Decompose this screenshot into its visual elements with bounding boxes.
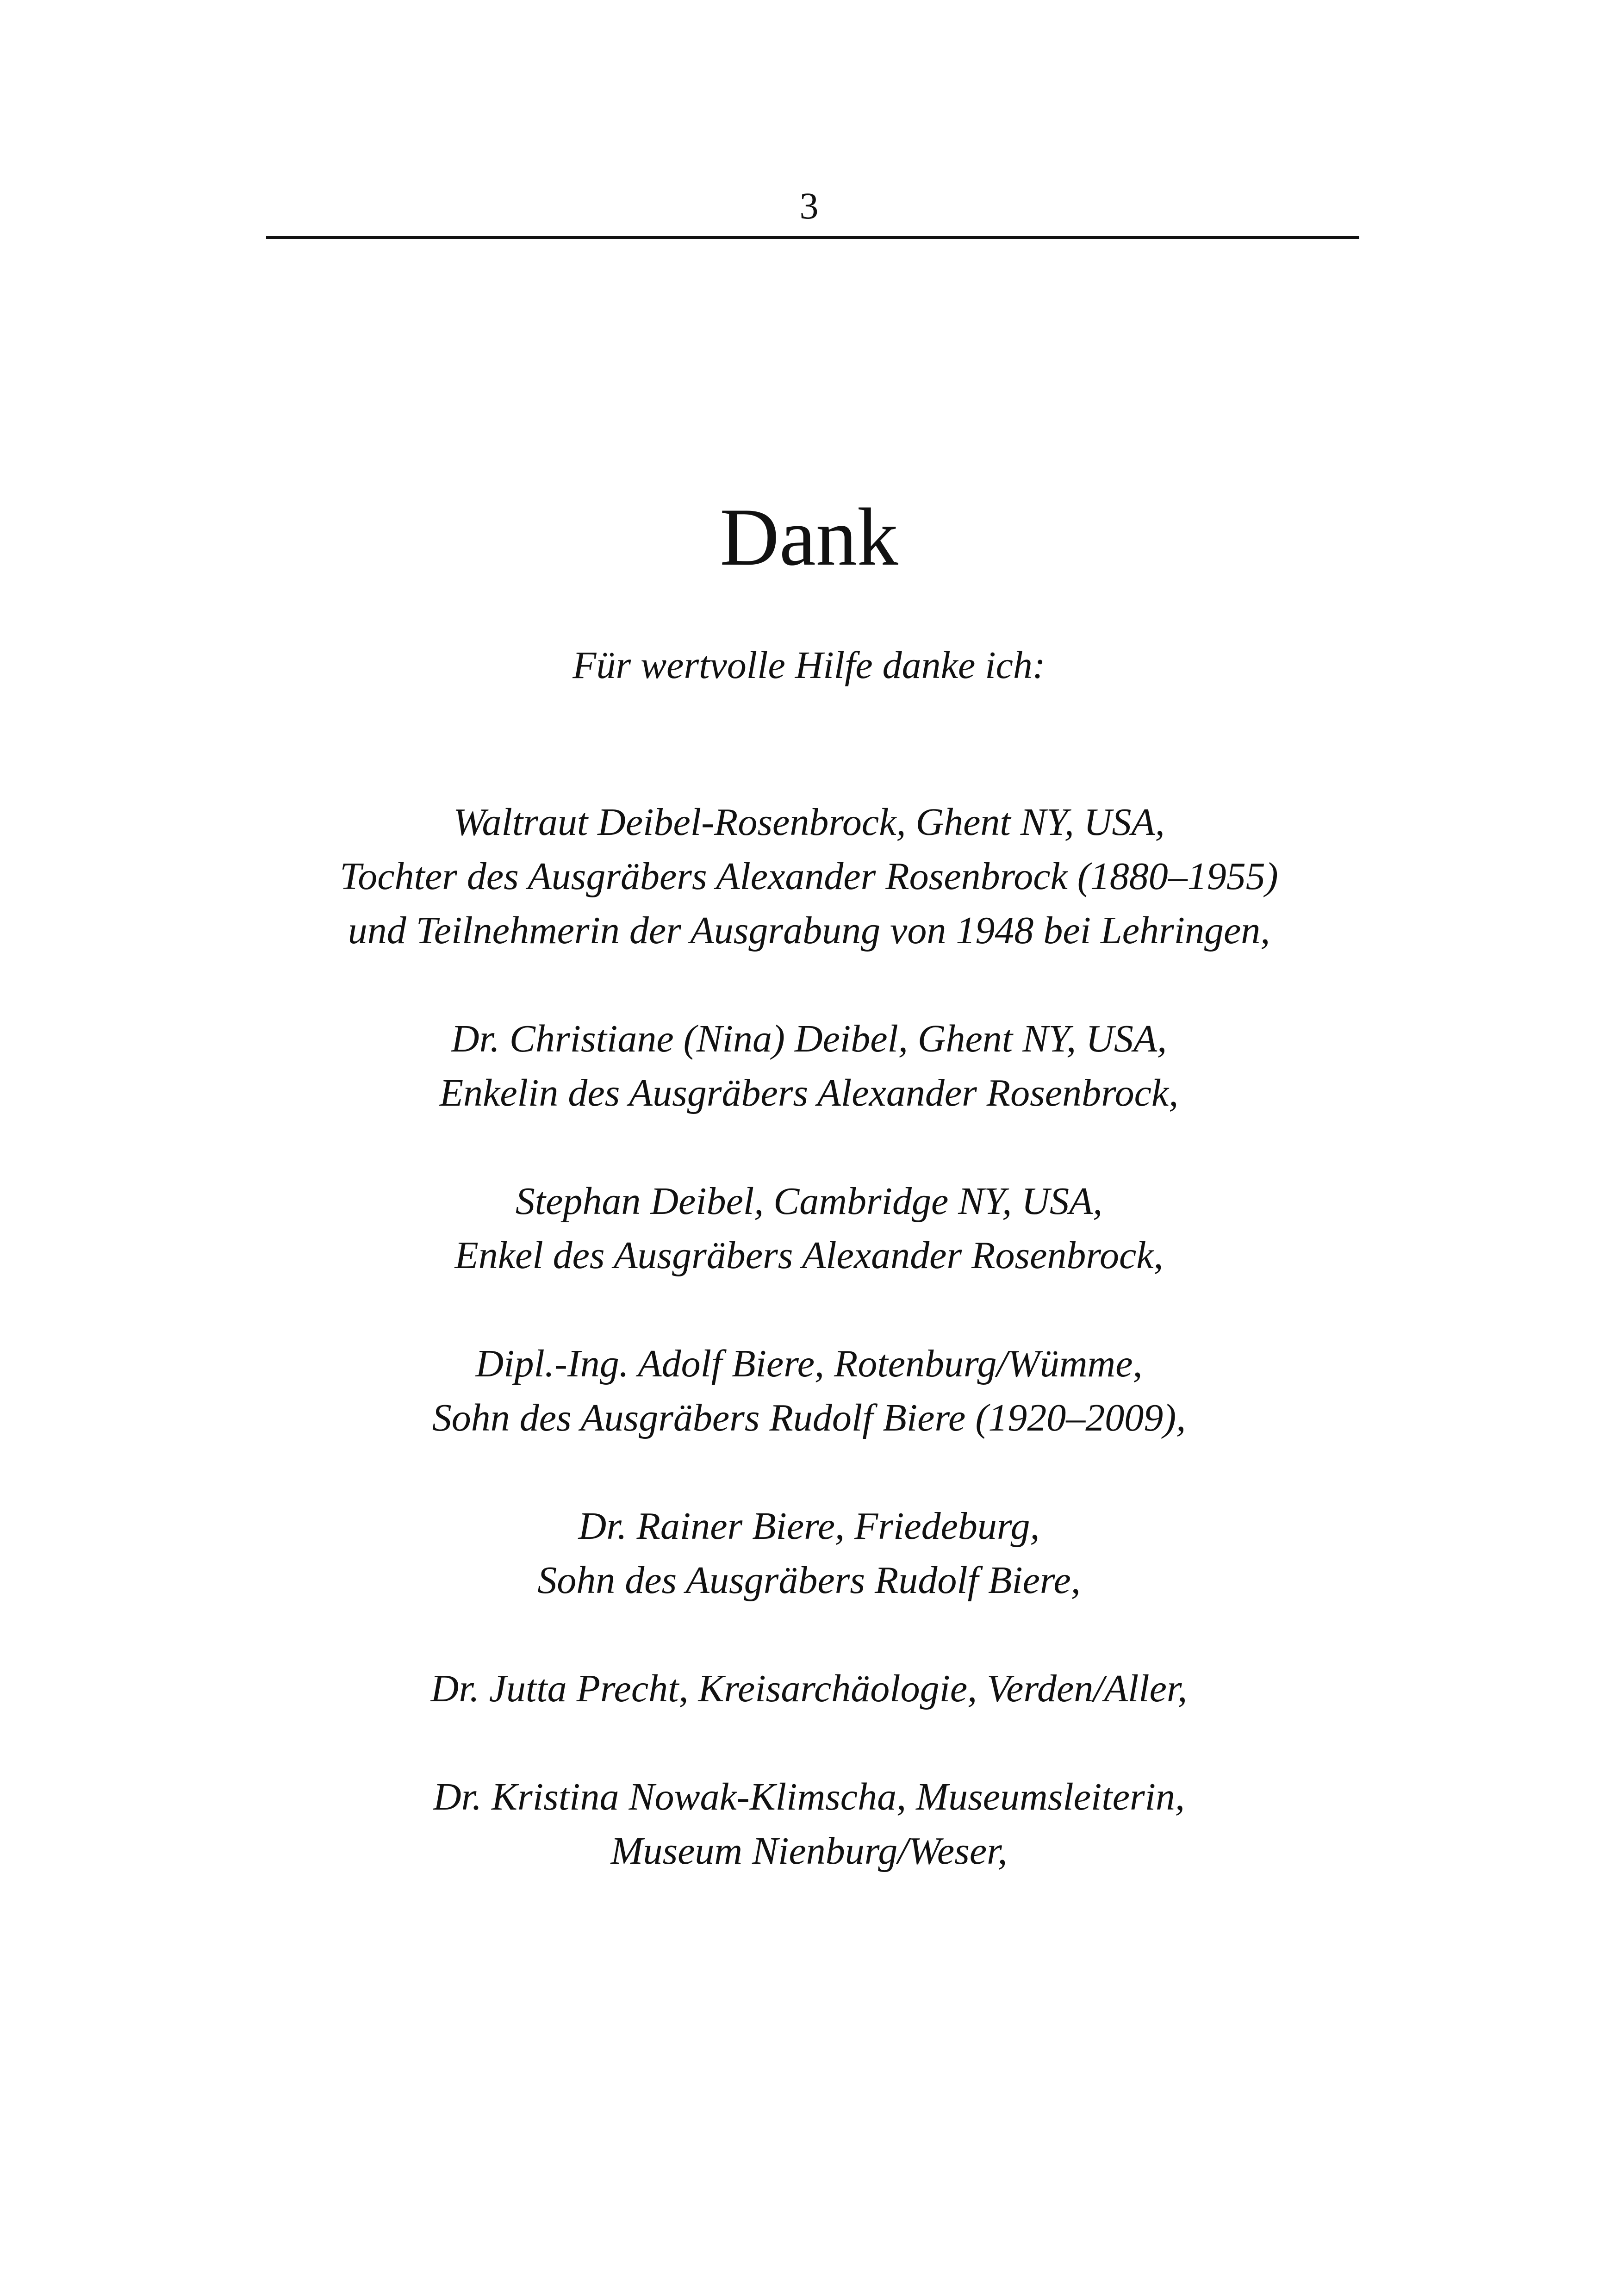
acknowledgement-entry	[0, 795, 1618, 958]
entry-line: Stephan Deibel, Cambridge NY, USA,	[515, 1180, 1103, 1223]
page-title: Dank	[720, 491, 898, 583]
entry-line: Sohn des Ausgräbers Rudolf Biere,	[537, 1559, 1081, 1602]
entry-line: Dr. Rainer Biere, Friedeburg,	[578, 1505, 1040, 1548]
page-subtitle: Für wertvolle Hilfe danke ich:	[573, 644, 1045, 687]
entry-line: Museum Nienburg/Weser,	[610, 1829, 1008, 1873]
entry-line: Sohn des Ausgräbers Rudolf Biere (1920–2009),	[432, 1396, 1186, 1439]
entry-line: Dr. Jutta Precht, Kreisarchäologie, Verden/Aller,	[430, 1667, 1188, 1710]
acknowledgement-entry	[0, 1499, 1618, 1607]
acknowledgement-entry	[0, 1337, 1618, 1445]
entry-line: Dr. Christiane (Nina) Deibel, Ghent NY, USA,	[451, 1017, 1167, 1060]
entry-line: Tochter des Ausgräbers Alexander Rosenbrock (1880–1955)	[340, 855, 1278, 898]
acknowledgement-entry	[0, 1661, 1618, 1716]
header-rule	[266, 236, 1359, 239]
acknowledgement-entry	[0, 1174, 1618, 1282]
acknowledgement-entry	[0, 1012, 1618, 1120]
acknowledgement-entry	[0, 1770, 1618, 1878]
page-number: 3	[799, 185, 819, 227]
entry-line: Enkel des Ausgräbers Alexander Rosenbrock,	[454, 1234, 1164, 1277]
entry-line: und Teilnehmerin der Ausgrabung von 1948 bei Lehringen,	[348, 909, 1270, 952]
entry-line: Waltraut Deibel-Rosenbrock, Ghent NY, USA,	[453, 801, 1165, 844]
acknowledgement-list	[0, 795, 1618, 1932]
entry-line: Dipl.-Ing. Adolf Biere, Rotenburg/Wümme,	[475, 1342, 1143, 1385]
entry-line: Enkelin des Ausgräbers Alexander Rosenbrock,	[439, 1071, 1179, 1114]
entry-line: Dr. Kristina Nowak-Klimscha, Museumsleiterin,	[433, 1775, 1185, 1818]
